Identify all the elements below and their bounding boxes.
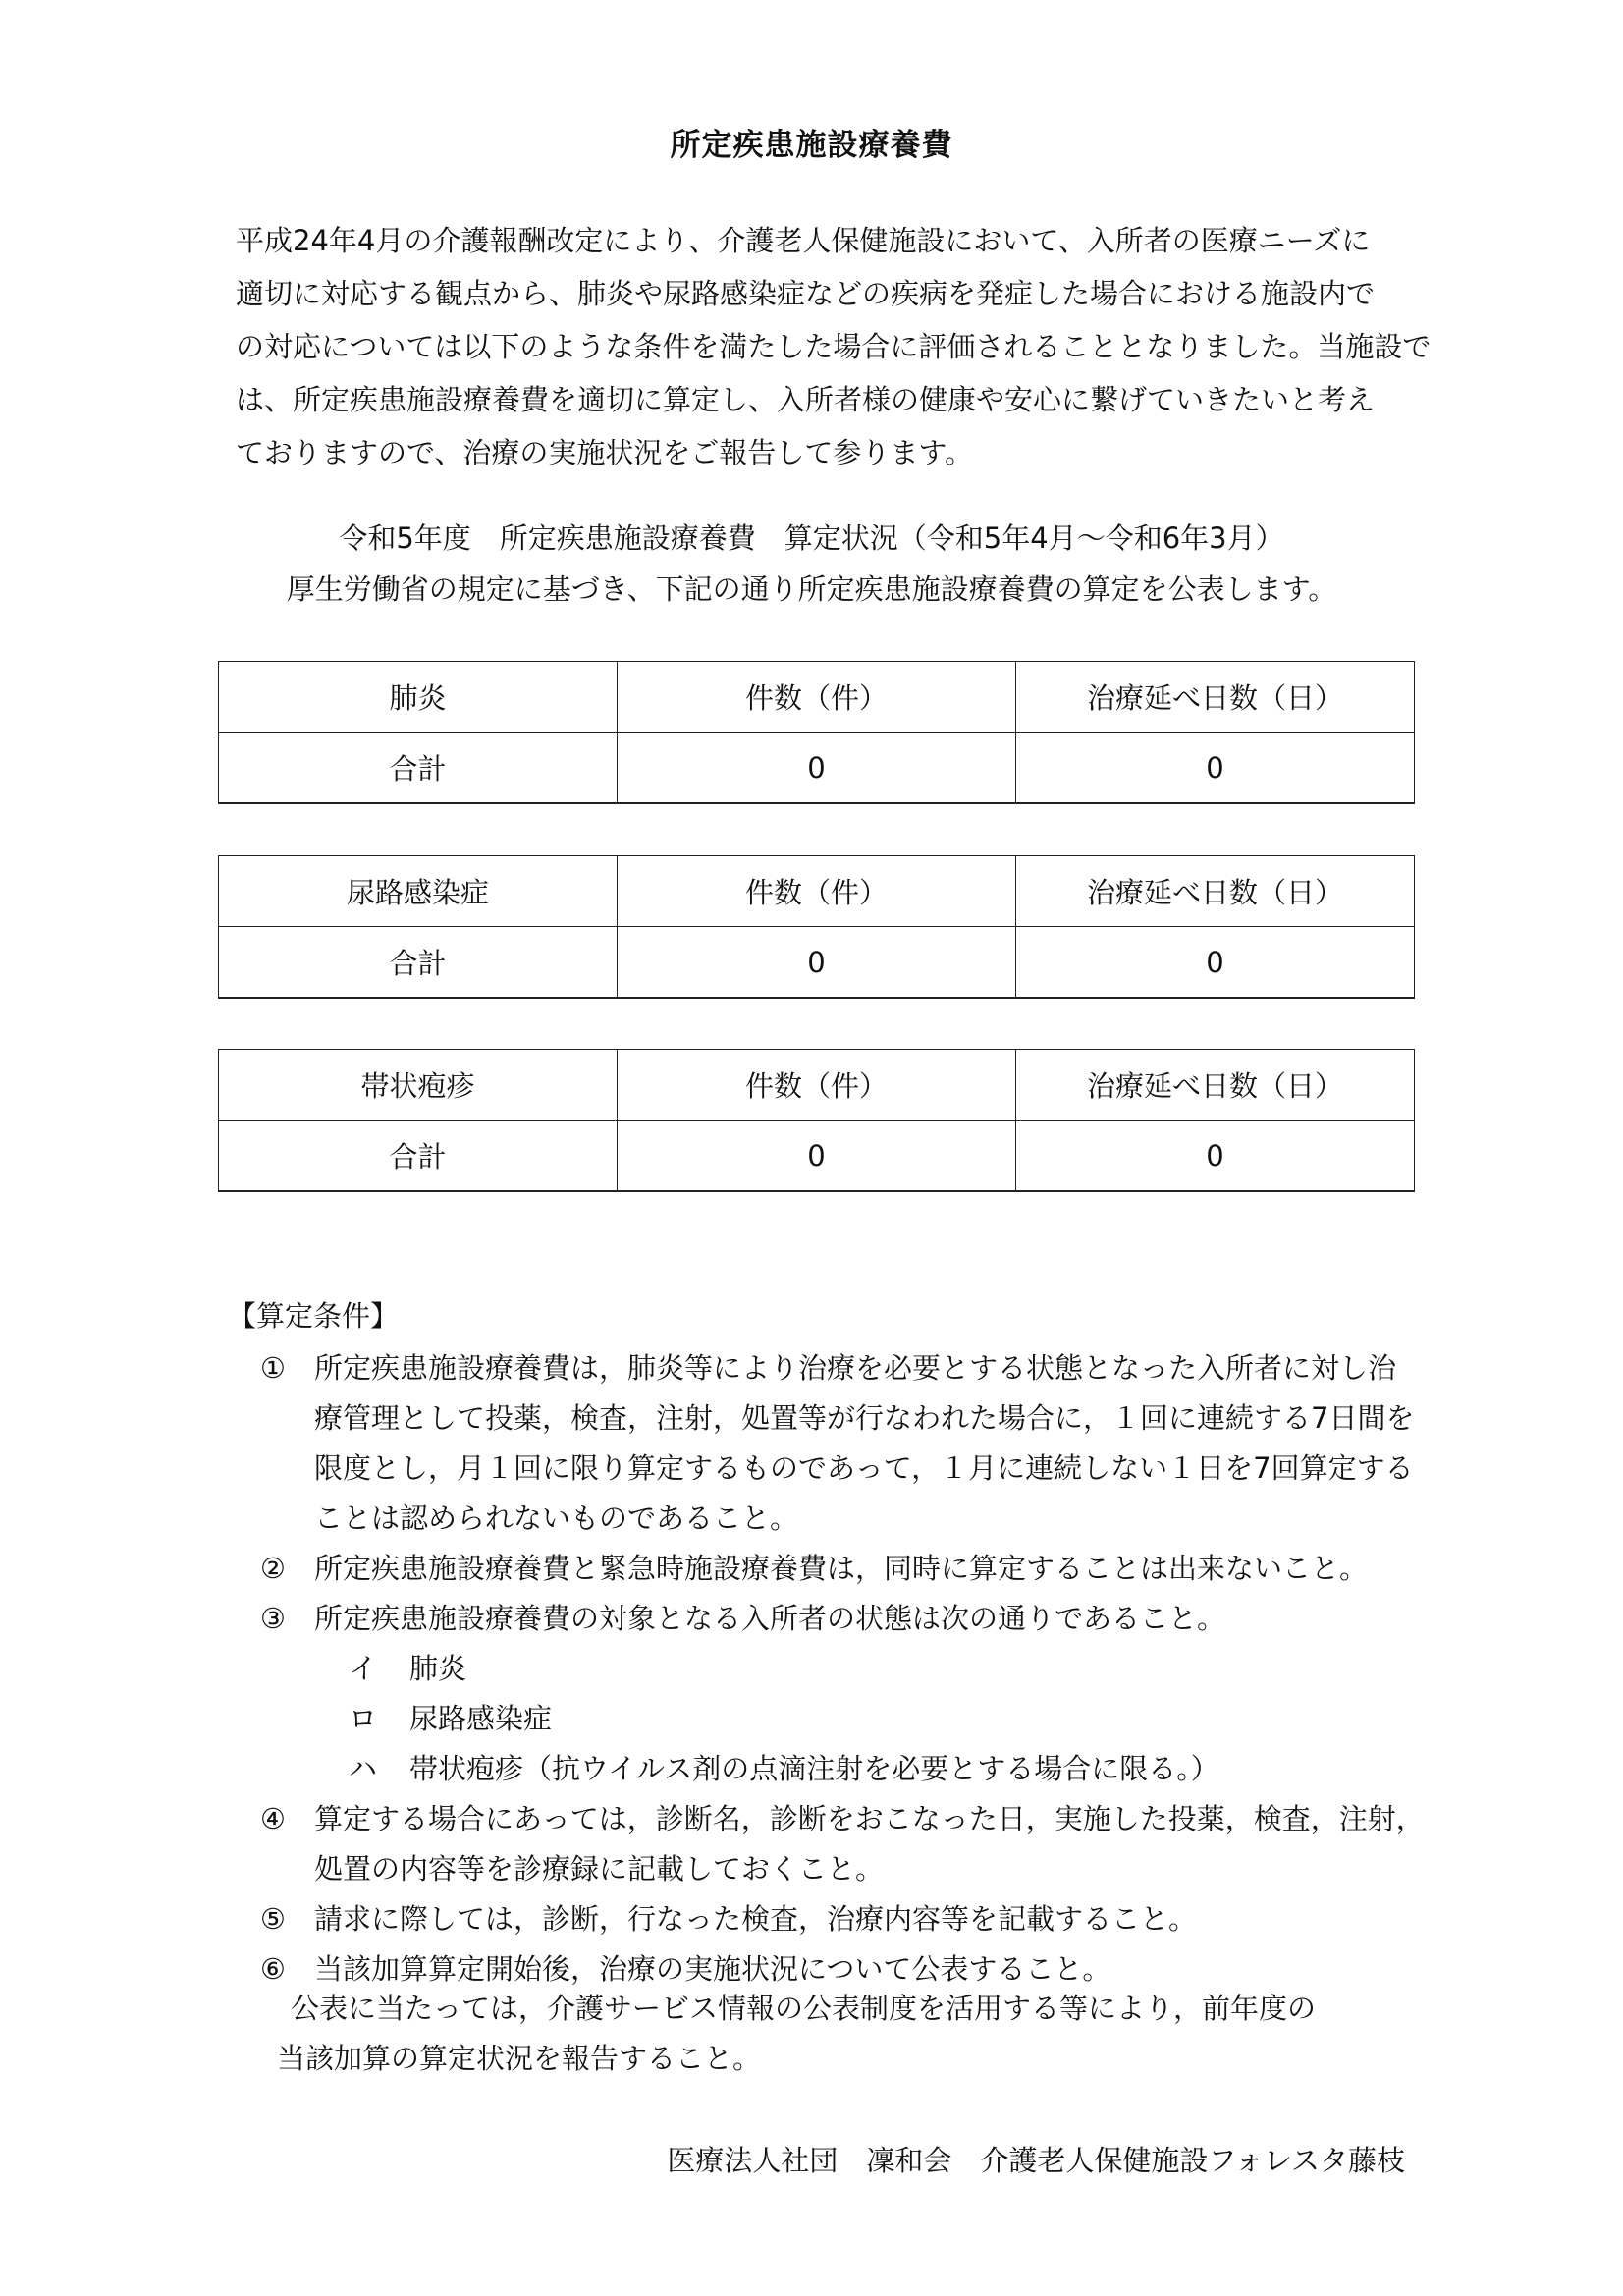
condition-subitem	[349, 1694, 1419, 1744]
table-total-row	[219, 733, 1415, 804]
condition-line: 所定疾患施設療養費は，肺炎等により治療を必要とする状態となった入所者に対し治	[314, 1351, 1397, 1385]
note-line: 公表に当たっては，介護サービス情報の公表制度を活用する等により，前年度の	[291, 1992, 1317, 2025]
condition-line: 療管理として投薬，検査，注射，処置等が行なわれた場合に，１回に連続する7日間を	[314, 1401, 1415, 1435]
table-total-row	[219, 1121, 1415, 1192]
table-total-row	[219, 927, 1415, 999]
table-header-row	[219, 856, 1415, 927]
subitem-text: 尿路感染症	[409, 1702, 553, 1735]
days-value-cell: 0	[1016, 927, 1415, 999]
disease-name-cell: 帯状疱疹	[219, 1050, 618, 1121]
document-title: 所定疾患施設療養費	[670, 128, 953, 163]
pneumonia-table	[218, 661, 1415, 804]
facility-signature: 医療法人社団 凜和会 介護老人保健施設フォレスタ藤枝	[667, 2144, 1405, 2177]
herpes-zoster-table	[218, 1049, 1415, 1192]
condition-number: ⑥	[260, 1952, 286, 1986]
condition-item	[260, 1794, 1425, 1894]
days-value-cell: 0	[1016, 1121, 1415, 1192]
total-label-cell: 合計	[219, 1121, 618, 1192]
condition-number: ①	[260, 1351, 286, 1385]
condition-line: 処置の内容等を診療録に記載しておくこと。	[314, 1852, 885, 1886]
subitem-mark: ロ	[349, 1702, 378, 1735]
publication-note	[277, 1984, 1316, 2084]
days-header-cell: 治療延べ日数（日）	[1016, 1050, 1415, 1121]
condition-item	[260, 1343, 1419, 1544]
table-header-row	[219, 662, 1415, 733]
intro-line: 適切に対応する観点から、肺炎や尿路感染症などの疾病を発症した場合における施設内で	[236, 277, 1376, 310]
disease-name-cell: 肺炎	[219, 662, 618, 733]
condition-line: 算定する場合にあっては，診断名，診断をおこなった日，実施した投薬，検査，注射，	[314, 1802, 1425, 1835]
condition-line: 限度とし，月１回に限り算定するものであって，１月に連続しない１日を7回算定する	[314, 1451, 1414, 1485]
cases-value-cell: 0	[618, 927, 1016, 999]
condition-line: 所定疾患施設療養費の対象となる入所者の状態は次の通りであること。	[314, 1602, 1226, 1635]
table-header-row	[219, 1050, 1415, 1121]
condition-number: ③	[260, 1602, 286, 1635]
uti-table	[218, 855, 1415, 999]
summary-heading: 令和5年度 所定疾患施設療養費 算定状況（令和5年4月～令和6年3月）	[339, 521, 1284, 555]
condition-line: 所定疾患施設療養費と緊急時施設療養費は，同時に算定することは出来ないこと。	[314, 1552, 1369, 1585]
condition-item	[260, 1594, 1419, 1794]
days-header-cell: 治療延べ日数（日）	[1016, 856, 1415, 927]
condition-number: ②	[260, 1552, 286, 1585]
summary-description: 厚生労働省の規定に基づき、下記の通り所定疾患施設療養費の算定を公表します。	[286, 573, 1337, 606]
subitem-text: 肺炎	[409, 1652, 467, 1685]
cases-header-cell: 件数（件）	[618, 1050, 1016, 1121]
total-label-cell: 合計	[219, 733, 618, 804]
disease-name-cell: 尿路感染症	[219, 856, 618, 927]
condition-line: 請求に際しては，診断，行なった検査，治療内容等を記載すること。	[314, 1902, 1198, 1936]
condition-line: 当該加算算定開始後，治療の実施状況について公表すること。	[314, 1952, 1111, 1986]
cases-value-cell: 0	[618, 1121, 1016, 1192]
subitem-mark: イ	[349, 1652, 378, 1685]
intro-line: 平成24年4月の介護報酬改定により、介護老人保健施設において、入所者の医療ニーズに	[236, 224, 1371, 257]
days-value-cell: 0	[1016, 733, 1415, 804]
condition-subitem	[349, 1644, 1419, 1694]
conditions-list	[260, 1343, 1425, 1995]
condition-item	[260, 1544, 1419, 1594]
condition-item	[260, 1894, 1419, 1944]
subitem-text: 帯状疱疹（抗ウイルス剤の点滴注射を必要とする場合に限る。）	[409, 1752, 1219, 1785]
condition-number: ④	[260, 1802, 286, 1835]
condition-subitem	[349, 1744, 1419, 1794]
conditions-heading: 【算定条件】	[228, 1299, 400, 1333]
intro-line: ておりますので、治療の実施状況をご報告して参ります。	[236, 436, 974, 469]
note-line: 当該加算の算定状況を報告すること。	[277, 2042, 762, 2075]
cases-header-cell: 件数（件）	[618, 662, 1016, 733]
subitem-mark: ハ	[349, 1752, 378, 1785]
condition-line: ことは認められないものであること。	[314, 1502, 799, 1535]
intro-line: の対応については以下のような条件を満たした場合に評価されることとなりました。当施設で	[236, 330, 1432, 363]
intro-paragraph	[236, 214, 1432, 479]
cases-value-cell: 0	[618, 733, 1016, 804]
intro-line: は、所定疾患施設療養費を適切に算定し、入所者様の健康や安心に繋げていきたいと考え	[236, 383, 1376, 416]
condition-number: ⑤	[260, 1902, 286, 1936]
total-label-cell: 合計	[219, 927, 618, 999]
cases-header-cell: 件数（件）	[618, 856, 1016, 927]
days-header-cell: 治療延べ日数（日）	[1016, 662, 1415, 733]
